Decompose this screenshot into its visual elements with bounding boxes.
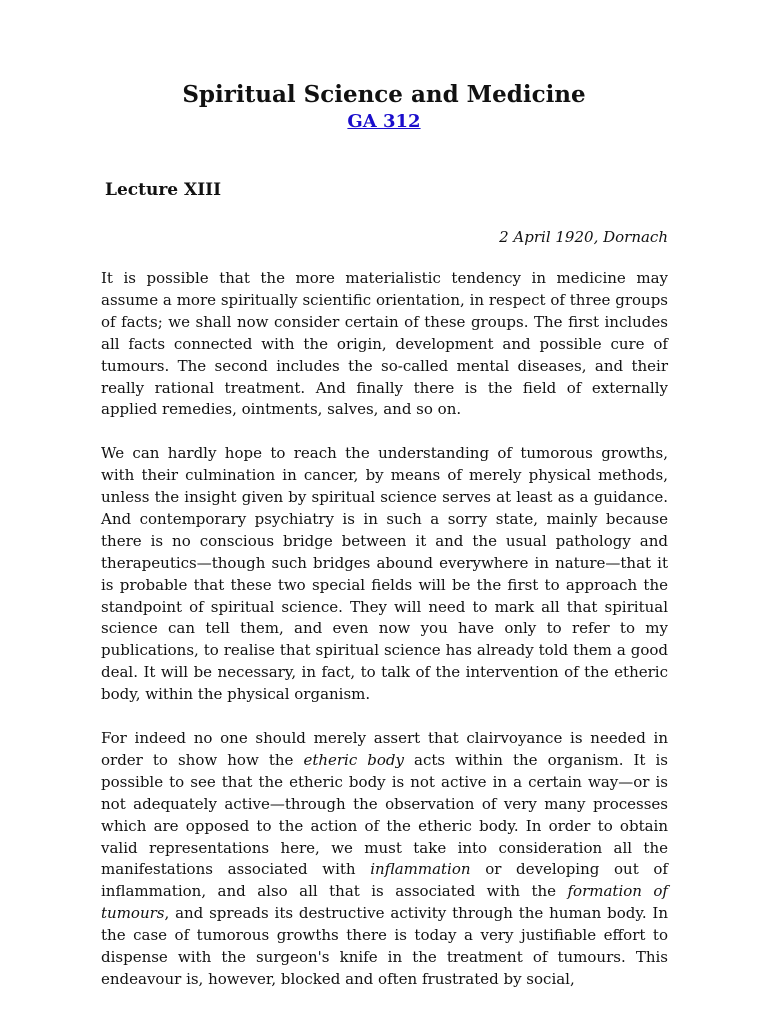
paragraph-3-text-a: For indeed no one should merely assert that clairvoyance is needed in order to show how the xyxy=(101,729,668,769)
paragraph-3-text-d: , and spreads its destructive activity through the human body. In the case of tumorous growths there is today a very justifiable effort to dispense with the surgeon's knife in the treatment of tumours. This endeavour is, however, blocked and often frustrated by social, xyxy=(101,904,668,988)
lecture-heading: Lecture XIII xyxy=(105,180,222,200)
emphasis-etheric-body: etheric body xyxy=(303,750,404,769)
page-title: Spiritual Science and Medicine xyxy=(182,81,586,108)
ga-link-container xyxy=(0,110,768,134)
paragraph-2: We can hardly hope to reach the understanding of tumorous growths, with their culmination in cancer, by means of merely physical methods, unless the insight given by spiritual science serves at least as a guidance. And contemporary psychiatry is in such a sorry state, mainly because there is no conscious bridge between it and the usual pathology and therapeutics—though such bridges abound everywhere in nature—that it is probable that these two special fields will be the first to approach the standpoint of spiritual science. They will need to mark all that spiritual science can tell them, and even now you have only to refer to my publications, to realise that spiritual science has already told them a good deal. It will be necessary, in fact, to talk of the intervention of the etheric body, within the physical organism. xyxy=(101,444,668,704)
paragraph-3-text-b: acts within the organism. It is possible to see that the etheric body is not active in a certain way—or is not adequately active—through the observation of very many processes which are opposed to the action of the etheric body. In order to obtain valid representations here, we must take into consideration all the manifestations associated with xyxy=(101,750,668,879)
ga-312-link[interactable]: GA 312 xyxy=(347,111,421,132)
lecture-body xyxy=(101,268,668,1013)
emphasis-formation-of-tumours: formation of tumours xyxy=(101,882,668,923)
paragraph-1: It is possible that the more materialistic tendency in medicine may assume a more spiritually scientific orientation, in respect of three groups of facts; we shall now consider certain of these groups. The first includes all facts connected with the origin, development and possible cure of tumours. The second includes the so-called mental diseases, and their really rational treatment. And finally there is the field of externally applied remedies, ointments, salves, and so on. xyxy=(101,269,668,419)
paragraph-3 xyxy=(101,728,668,991)
lecture-date: 2 April 1920, Dornach xyxy=(499,228,668,246)
paragraph-3-text-c: or developing out of inflammation, and also all that is associated with the xyxy=(101,860,668,901)
emphasis-inflammation: inflammation xyxy=(370,860,471,879)
